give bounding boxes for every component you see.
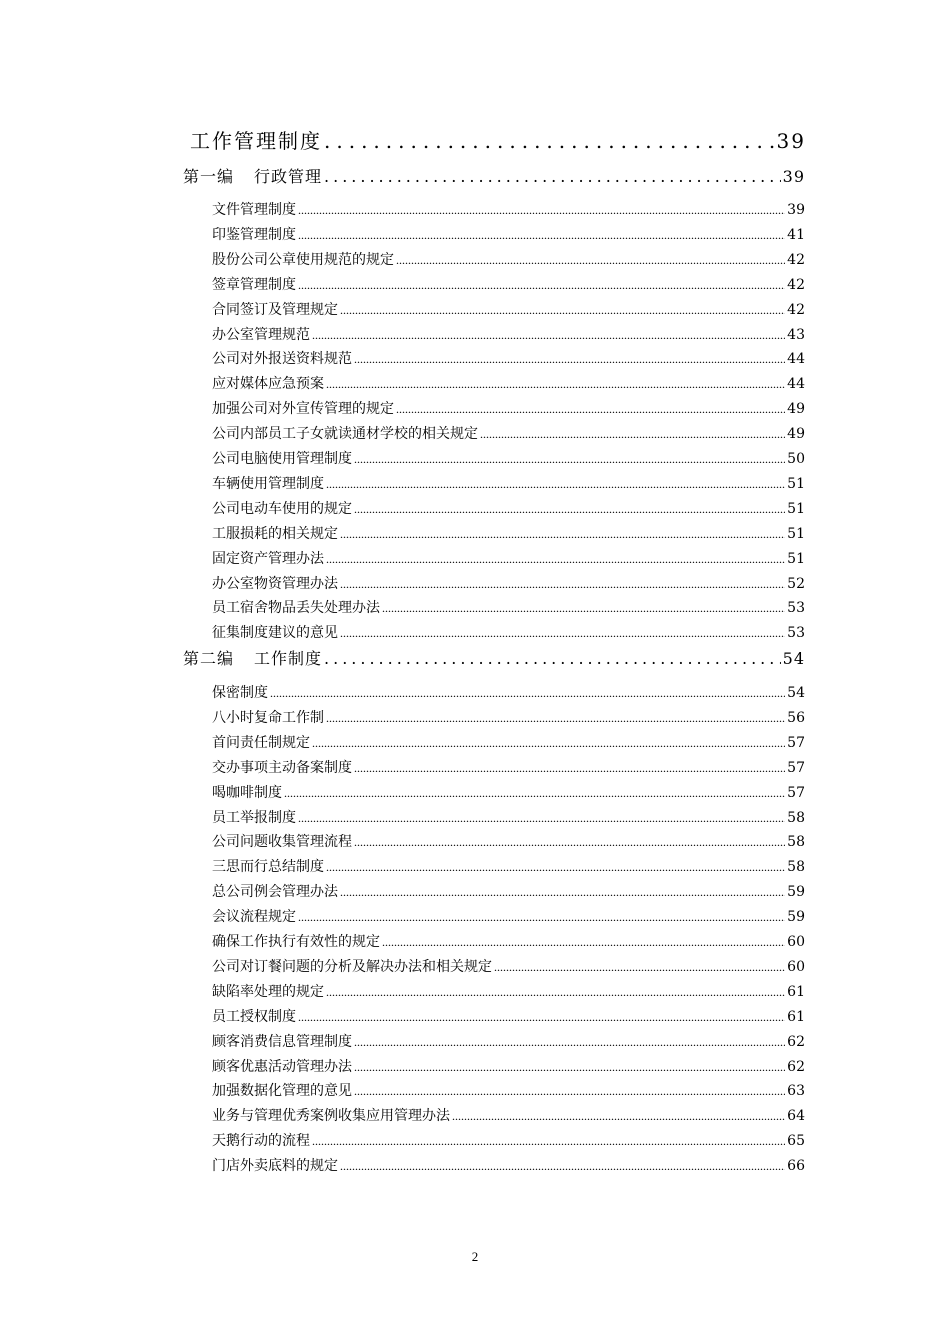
toc-entry-title: 公司电动车使用的规定 xyxy=(212,500,352,517)
toc-entry[interactable] xyxy=(212,856,805,876)
toc-entry-title: 签章管理制度 xyxy=(212,276,296,293)
toc-entry-title: 公司问题收集管理流程 xyxy=(212,834,352,851)
toc-entry-title: 员工举报制度 xyxy=(212,809,296,826)
toc-entry-title: 加强公司对外宣传管理的规定 xyxy=(212,401,394,418)
toc-entry-title: 门店外卖底料的规定 xyxy=(212,1158,338,1175)
dot-leader xyxy=(298,203,785,218)
toc-entry-page: 63 xyxy=(787,1083,805,1100)
toc-entry-page: 59 xyxy=(787,884,805,901)
toc-entry-page: 57 xyxy=(787,784,805,801)
dot-leader xyxy=(324,129,775,153)
dot-leader xyxy=(326,477,785,492)
toc-entry-title: 保密制度 xyxy=(212,685,268,701)
toc-entry-page: 59 xyxy=(787,909,805,926)
dot-leader xyxy=(312,736,785,751)
dot-leader xyxy=(298,228,785,243)
toc-entry-title: 文件管理制度 xyxy=(212,202,296,218)
toc-entry[interactable] xyxy=(212,1080,805,1100)
toc-entry[interactable] xyxy=(212,682,805,702)
toc-entry[interactable] xyxy=(212,757,805,777)
toc-entry-title: 征集制度建议的意见 xyxy=(212,625,338,642)
page-number: 2 xyxy=(471,1249,479,1264)
toc-entry-page: 49 xyxy=(787,426,805,443)
toc-entry[interactable] xyxy=(212,622,805,642)
toc-entry-page: 52 xyxy=(787,575,805,592)
toc-entry-page: 43 xyxy=(787,326,805,343)
toc-entry-page: 50 xyxy=(787,451,805,467)
toc-entry[interactable] xyxy=(212,807,805,827)
toc-entry[interactable] xyxy=(212,423,805,443)
toc-part2-title xyxy=(183,646,322,669)
toc-entry-page: 39 xyxy=(787,202,805,218)
toc-entry-page: 44 xyxy=(787,376,805,393)
dot-leader xyxy=(326,552,785,567)
part-number: 第一编 xyxy=(183,167,235,186)
toc-entry[interactable] xyxy=(212,1056,805,1076)
dot-leader xyxy=(382,601,785,616)
part-title: 行政管理 xyxy=(254,167,323,186)
toc-entry[interactable] xyxy=(212,199,805,219)
toc-entry-title: 会议流程规定 xyxy=(212,909,296,926)
toc-entry-page: 64 xyxy=(787,1108,805,1125)
toc-entry-page: 61 xyxy=(787,1008,805,1025)
toc-entry[interactable] xyxy=(212,299,805,319)
toc-entry-title: 员工授权制度 xyxy=(212,1008,296,1025)
toc-entry-page: 49 xyxy=(787,401,805,418)
dot-leader xyxy=(354,761,785,776)
toc-entry-page: 66 xyxy=(787,1158,805,1175)
dot-leader xyxy=(340,527,785,542)
toc-main-page: 39 xyxy=(776,129,806,153)
dot-leader xyxy=(354,1084,785,1099)
toc-part1-heading[interactable] xyxy=(183,164,805,187)
dot-leader xyxy=(340,626,785,641)
dot-leader xyxy=(298,1010,785,1025)
toc-entry-title: 公司内部员工子女就读通材学校的相关规定 xyxy=(212,426,478,443)
toc-entry[interactable] xyxy=(212,498,805,518)
dot-leader xyxy=(396,253,785,268)
toc-main-heading[interactable] xyxy=(190,125,806,154)
toc-entry-page: 56 xyxy=(787,709,805,726)
toc-entry-title: 员工宿舍物品丢失处理办法 xyxy=(212,600,380,617)
dot-leader xyxy=(354,502,785,517)
toc-entry-page: 60 xyxy=(787,958,805,975)
toc-part1-title xyxy=(183,164,322,187)
dot-leader xyxy=(298,278,785,293)
toc-entry[interactable] xyxy=(212,1130,805,1150)
toc-entry-page: 44 xyxy=(787,351,805,368)
toc-entry[interactable] xyxy=(212,249,805,269)
toc-entry-title: 确保工作执行有效性的规定 xyxy=(212,934,380,950)
toc-entry[interactable] xyxy=(212,348,805,368)
toc-entry-page: 51 xyxy=(787,525,805,542)
dot-leader xyxy=(326,377,785,392)
dot-leader xyxy=(452,1109,785,1124)
toc-part1-page: 39 xyxy=(782,167,805,186)
toc-entry-title: 公司电脑使用管理制度 xyxy=(212,451,352,467)
dot-leader xyxy=(396,402,785,417)
toc-entry[interactable] xyxy=(212,981,805,1001)
toc-entry-title: 印鉴管理制度 xyxy=(212,226,296,243)
toc-entry-title: 总公司例会管理办法 xyxy=(212,884,338,901)
dot-leader xyxy=(354,1035,785,1050)
toc-entry-page: 42 xyxy=(787,301,805,318)
toc-entry-title: 应对媒体应急预案 xyxy=(212,376,324,393)
toc-entry[interactable] xyxy=(212,1006,805,1026)
part-number: 第二编 xyxy=(183,649,235,668)
toc-entry-page: 57 xyxy=(787,734,805,751)
dot-leader xyxy=(354,352,785,367)
toc-entry[interactable] xyxy=(212,398,805,418)
toc-entry[interactable] xyxy=(212,956,805,976)
toc-entry[interactable] xyxy=(212,1105,805,1125)
toc-entry-page: 58 xyxy=(787,809,805,826)
toc-entry-title: 八小时复命工作制 xyxy=(212,709,324,726)
toc-entry-page: 51 xyxy=(787,500,805,517)
dot-leader xyxy=(270,686,785,701)
toc-main-title: 工作管理制度 xyxy=(190,129,322,153)
toc-entry[interactable] xyxy=(212,881,805,901)
toc-entry[interactable] xyxy=(212,732,805,752)
dot-leader xyxy=(284,786,785,801)
toc-entry-title: 股份公司公章使用规范的规定 xyxy=(212,251,394,268)
toc-entry-title: 天鹅行动的流程 xyxy=(212,1133,310,1150)
dot-leader xyxy=(340,303,785,318)
dot-leader xyxy=(494,960,785,975)
dot-leader xyxy=(382,935,785,950)
toc-entry-title: 交办事项主动备案制度 xyxy=(212,759,352,776)
dot-leader xyxy=(298,811,785,826)
dot-leader xyxy=(312,1134,785,1149)
toc-entry[interactable] xyxy=(212,448,805,468)
dot-leader xyxy=(340,885,785,900)
toc-entry-page: 60 xyxy=(787,934,805,950)
dot-leader xyxy=(324,167,781,186)
toc-entry[interactable] xyxy=(212,1155,805,1175)
dot-leader xyxy=(324,649,781,668)
dot-leader xyxy=(340,1159,785,1174)
toc-entry-title: 合同签订及管理规定 xyxy=(212,301,338,318)
toc-entry-page: 61 xyxy=(787,983,805,1000)
toc-entry-page: 62 xyxy=(787,1033,805,1050)
part-title: 工作制度 xyxy=(254,649,323,668)
dot-leader xyxy=(354,452,785,467)
toc-entry-page: 57 xyxy=(787,759,805,776)
toc-entry-title: 缺陷率处理的规定 xyxy=(212,983,324,1000)
dot-leader xyxy=(354,1060,785,1075)
toc-entry-title: 车辆使用管理制度 xyxy=(212,475,324,492)
toc-entry-page: 58 xyxy=(787,859,805,876)
toc-entry-title: 顾客消费信息管理制度 xyxy=(212,1033,352,1050)
dot-leader xyxy=(340,577,785,592)
toc-entry-page: 62 xyxy=(787,1058,805,1075)
toc-entry[interactable] xyxy=(212,548,805,568)
toc-entry-page: 42 xyxy=(787,251,805,268)
toc-entry[interactable] xyxy=(212,523,805,543)
toc-entry[interactable] xyxy=(212,473,805,493)
toc-entry-page: 58 xyxy=(787,834,805,851)
dot-leader xyxy=(326,711,785,726)
toc-entry-title: 公司对外报送资料规范 xyxy=(212,351,352,368)
toc-entry-title: 公司对订餐问题的分析及解决办法和相关规定 xyxy=(212,958,492,975)
toc-entry-title: 固定资产管理办法 xyxy=(212,550,324,567)
toc-entry[interactable] xyxy=(212,1031,805,1051)
toc-entry[interactable] xyxy=(212,373,805,393)
toc-entry[interactable] xyxy=(212,597,805,617)
dot-leader xyxy=(326,985,785,1000)
toc-entry-title: 三思而行总结制度 xyxy=(212,859,324,876)
toc-entry[interactable] xyxy=(212,931,805,951)
dot-leader xyxy=(298,910,785,925)
toc-part2-page: 54 xyxy=(782,649,805,668)
dot-leader xyxy=(354,835,785,850)
toc-entry[interactable] xyxy=(212,831,805,851)
toc-entry-title: 办公室物资管理办法 xyxy=(212,575,338,592)
toc-entry-page: 41 xyxy=(787,226,805,243)
toc-entry-page: 65 xyxy=(787,1133,805,1150)
toc-entry-page: 54 xyxy=(787,685,805,701)
toc-entry-page: 51 xyxy=(787,550,805,567)
toc-entry-page: 53 xyxy=(787,625,805,642)
toc-entry[interactable] xyxy=(212,224,805,244)
toc-entry-page: 51 xyxy=(787,475,805,492)
toc-entry-title: 首问责任制规定 xyxy=(212,734,310,751)
toc-entry-title: 办公室管理规范 xyxy=(212,326,310,343)
toc-entry[interactable] xyxy=(212,782,805,802)
toc-entry-title: 顾客优惠活动管理办法 xyxy=(212,1058,352,1075)
dot-leader xyxy=(312,328,785,343)
toc-entry-title: 业务与管理优秀案例收集应用管理办法 xyxy=(212,1108,450,1125)
dot-leader xyxy=(480,427,785,442)
toc-entry-title: 工服损耗的相关规定 xyxy=(212,525,338,542)
toc-entry-page: 42 xyxy=(787,276,805,293)
toc-entry-title: 加强数据化管理的意见 xyxy=(212,1083,352,1100)
toc-part2-heading[interactable] xyxy=(183,646,805,669)
toc-entry[interactable] xyxy=(212,573,805,593)
toc-entry[interactable] xyxy=(212,324,805,344)
toc-entry[interactable] xyxy=(212,707,805,727)
dot-leader xyxy=(326,860,785,875)
toc-entry-page: 53 xyxy=(787,600,805,617)
toc-entry-title: 喝咖啡制度 xyxy=(212,784,282,801)
toc-entry[interactable] xyxy=(212,274,805,294)
toc-entry[interactable] xyxy=(212,906,805,926)
